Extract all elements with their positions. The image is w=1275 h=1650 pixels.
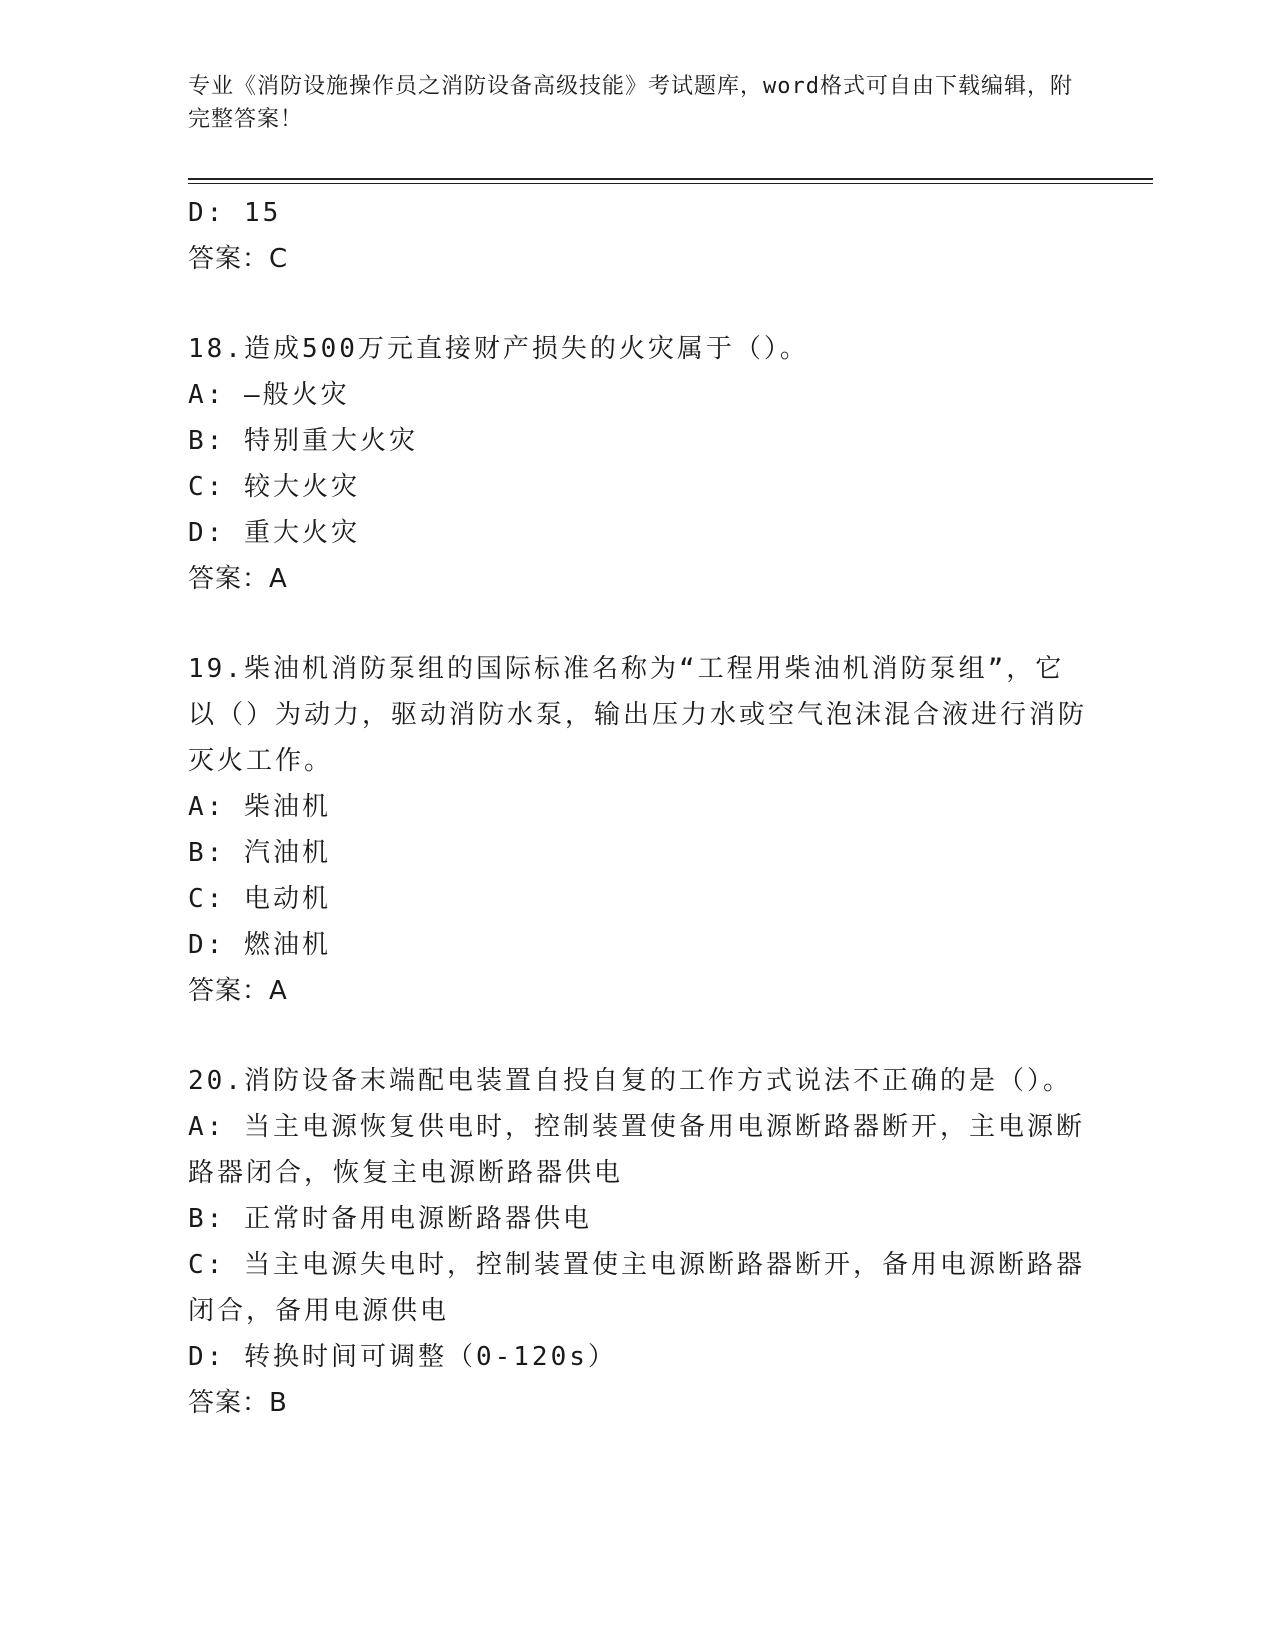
option-a: A: 柴油机	[188, 792, 331, 822]
question-stem: 18.造成500万元直接财产损失的火灾属于（）。	[188, 334, 809, 364]
question-stem: 20.消防设备末端配电装置自投自复的工作方式说法不正确的是（）。	[188, 1066, 1072, 1096]
question-19	[188, 646, 1088, 1014]
option-d: D: 重大火灾	[188, 518, 360, 548]
question-answer: 答案：B	[188, 1388, 288, 1418]
question-20	[188, 1058, 1088, 1426]
document-header: 专业《消防设施操作员之消防设备高级技能》考试题库，word格式可自由下载编辑，附完整答案！	[188, 74, 1073, 132]
question-list	[188, 190, 1088, 1426]
question-18	[188, 326, 1088, 602]
option-c: C: 当主电源失电时，控制装置使主电源断路器断开，备用电源断路器闭合，备用电源供电	[188, 1250, 1085, 1326]
question-answer: 答案：A	[188, 564, 288, 594]
spacer	[188, 602, 1088, 646]
header-rule-thin	[188, 183, 1153, 184]
header-rule-thick	[188, 178, 1153, 180]
option-d: D: 转换时间可调整（0-120s）	[188, 1342, 617, 1372]
option-d: D: 燃油机	[188, 930, 331, 960]
carryover-answer: 答案：C	[188, 244, 289, 274]
option-a: A: 当主电源恢复供电时，控制装置使备用电源断路器断开，主电源断路器闭合，恢复主电源断路器供电	[188, 1112, 1085, 1188]
option-b: B: 汽油机	[188, 838, 331, 868]
option-c: C: 电动机	[188, 884, 331, 914]
option-b: B: 特别重大火灾	[188, 426, 418, 456]
question-stem: 19.柴油机消防泵组的国际标准名称为“工程用柴油机消防泵组”，它以（）为动力，驱动消防水泵，输出压力水或空气泡沫混合液进行消防灭火工作。	[188, 654, 1088, 776]
option-a: A: —般火灾	[188, 380, 350, 410]
spacer	[188, 1014, 1088, 1058]
spacer	[188, 282, 1088, 326]
option-b: B: 正常时备用电源断路器供电	[188, 1204, 592, 1234]
question-answer: 答案：A	[188, 976, 288, 1006]
carryover-option-d: D: 15	[188, 198, 282, 228]
option-c: C: 较大火灾	[188, 472, 360, 502]
